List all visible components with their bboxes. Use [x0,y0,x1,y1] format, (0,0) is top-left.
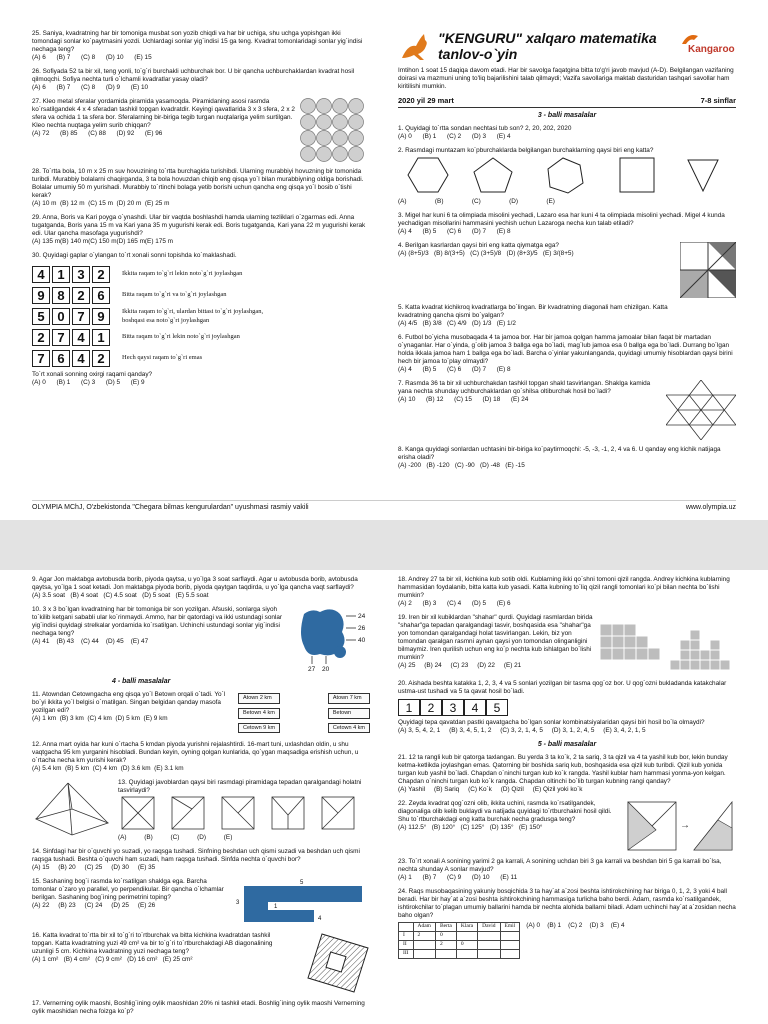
question-text: 29. Anna, Boris va Kari poyga o`ynashdi. Ular bir vaqtda boshlashdi hamda ularning tezliklari o`zgarmas edi. Anna tugatganda, Boris yana 15 m va Kari yana 35 m yugurishi kerak edi. Boris tugatganda, Kari yana 22 m yugurishi kerak edi. Ular qancha masofaga yugurishdi? [32,214,366,237]
question-18 [398,576,736,608]
table-header-cell: Berta [435,922,456,931]
right-column [398,576,736,965]
table-header-cell: Klara [456,922,477,931]
question-text: 15. Sashaning bog`i rasmda ko`rsatilgan shaklga ega. Barcha tomonlar o`zaro yo parallel, yo perpendikular. Bir qancha o`lchamlar berilgan. Sashaning bog`ining perimetrini toping? [32,878,224,902]
question-7 [398,380,736,440]
digit-box: 4 [32,266,50,283]
question-text: 4. Berilgan kasrlardan qaysi biri eng katta qiymatga ega? [398,242,559,250]
question-2 [398,147,736,206]
kangaroo-logo [674,30,736,57]
question-answers: (A) 4 (B) 5 (C) 6 (D) 7 (E) 8 [398,366,511,374]
question-text: 21. 12 ta rangli kub bir qatorga taxlangan. Bu yerda 3 ta ko`k, 2 ta sariq, 3 ta qizil va 4 ta yashil kub bor, lekin bunday ketma-ketlikda joylashgan emas. Qatorning bir boshida sariq kub, boshqasida esa qizil kub turibdi. Qizil kub yonida turgan kub yashil bo`ladi. Chapdan o`ninchi turgan kub ko`k rangda. Yashil kublar ham hammasi yonma-yon kelgan. Chapdan o`ninchi turgan kub ko`k rangda. Chapdan oltinchi bo`lib turgan kubning rangi qanday? [398,753,728,785]
digit-clue-row [32,329,368,346]
question-21 [398,754,736,794]
question-text: 8. Kanga quyidagi sonlardan uchtasini bir-biriga ko`paytirmoqchi: -5, -3, -1, 2, 4 va 6. U qanday eng kichik natijaga erisha oladi? [398,446,721,462]
digit-clue-row [32,308,368,325]
question-30-final [32,371,368,387]
arrow-label: 26 [358,625,366,632]
question-5 [398,304,736,328]
table-cell [413,940,435,949]
question-answers: (A) 3, 5, 4, 2, 1 (B) 3, 4, 5, 1, 2 (C) 3, 2, 1, 4, 5 (D) 3, 1, 2, 4, 5 (E) 3, 4, 2, 1, 5 [398,727,646,734]
question-text: 2. Rasmdagi muntazam ko`pburchaklarda belgilangan burchaklarning qaysi biri eng katta? [398,147,654,155]
arrow-label: 27 [308,666,316,672]
sphere-grid-figure [300,98,364,162]
digit-clue-row [32,350,368,367]
digit-box: 1 [92,329,110,346]
question-answers: (A) (B) (C) (D) (E) [118,834,233,842]
question-answers: (A) 0 (B) 1 (C) 2 (D) 3 (E) 4 [526,921,625,929]
question-text: 18. Andrey 27 ta bir xil, kichkina kub sotib oldi. Kublarning ikki qo`shni tomoni qizil rangda. Andrey kichkina kublarning hammasidan foydalanib, bitta katta kub yasadi. Katta kubning to`liq qizil rangli tomonlari ko`pi bilan nechta bo`lishi mumkin? [398,576,730,599]
section-title: 3 - balli masalalar [537,112,597,120]
question-text: 7. Rasmda 36 ta bir xil uchburchakdan tashkil topgan shakl tasvirlangan. Shaklga kamida yana nechta shunday uchburchaklardan qo`shilsa oltiburchak hosil bo`ladi? [398,380,651,396]
footer-org: OLYMPIA MChJ, O'zbekistonda "Chegara bilmas kengurulardan" uyushmasi rasmiy vakili [32,504,309,511]
dimension-label: 3 [236,900,240,907]
question-text: 5. Katta kvadrat kichikroq kvadratlarga bo`lingan. Bir kvadratning diagonali ham chizilgan. Katta kvadratning qancha qismi bo`yalgan? [398,304,668,320]
digit-clue-text: Bitta raqam to`g`ri va to`g`ri joylashgan [122,291,227,299]
road-sign: Atown 2 km [238,693,280,704]
digit-box: 8 [52,287,70,304]
arrow-label: 40 [358,637,366,644]
city-views-figure [598,614,736,674]
strip-cell: 1 [398,699,420,716]
digit-clue-text: Ikkita raqam to`g`ri lekin noto`g`ri joylashgan [122,270,243,278]
road-signs [238,691,370,736]
question-30 [32,252,368,260]
digit-box: 7 [32,350,50,367]
digit-box: 2 [32,329,50,346]
question-answers: (A) 1 km (B) 3 km (C) 4 km (D) 5 km (E) 9 km [32,714,168,722]
question-answers: (A) 10 (B) 12 (C) 15 (D) 18 (E) 24 [398,396,529,404]
question-text: 23. To`rt xonali A sonining yarimi 2 ga karrali, A sonining uchdan biri 3 ga karrali va beshdan biri 5 ga karrali bo`lsa, nechta shunday A sonlar mavjud? [398,857,722,873]
question-text: 28. To`rtta bola, 10 m x 25 m suv hovuzining to`rtta burchagida turishibdi. Ularning murabbiyi hovuzning bir tomonida turibdi. Murabbiy bolalarni chaqirganda, 3 ta bola hovuzdan chiqib eng qisqa yo`l bilan murabbiyning oldiga borishadi. Bolalar umumiy 50 m yurishadi. Murabbiy to`rtinchi bolaga yetib borishi uchun qancha eng qisqa yo`l bosib o`tishi kerak? [32,168,364,199]
digit-box: 4 [72,329,90,346]
table-cell [500,940,520,949]
digit-clue-text: Hech qaysi raqam to`g`ri emas [122,354,203,362]
question-24 [398,888,736,959]
score-table [398,922,520,959]
question-27 [32,98,368,162]
digit-clue-row [32,287,368,304]
triangle-shape [688,160,718,191]
question-26 [32,68,368,92]
road-sign: Cetown 4 km [328,723,370,734]
contest-title: "KENGURU" xalqaro matematika tanlov-o`yin [438,30,657,63]
question-text: 3. Migel har kuni 6 ta olimpiada misolini yechadi, Lazaro esa har kuni 4 ta olimpiada misolini yechadi. Migel 4 kunda yechadigan misollarini hammasini yechish uchun Lazaroga necha kun talab etiladi? [398,212,725,228]
digit-box: 9 [92,308,110,325]
question-14 [32,848,370,872]
strip-cell: 4 [464,699,486,716]
footer-url: www.olympia.uz [685,504,736,511]
table-cell: 0 [456,940,477,949]
header [398,30,736,64]
page-2 [0,570,768,1024]
question-answers: (A) 6 (B) 7 (C) 8 (D) 10 (E) 15 [32,54,152,61]
question-19 [398,614,736,674]
strip-cell: 3 [442,699,464,716]
table-cell: 0 [435,931,456,940]
question-text: 17. Vernerning oylik maoshi, Boshlig`ining oylik maoshidan 20% ni tashkil etadi. Boshlig`ining oylik maoshi Vernerning oylik maoshidan necha foizga ko`p? [32,1000,365,1016]
tilted-square-figure [300,932,370,994]
question-8 [398,446,736,470]
question-22 [398,800,736,852]
garden-figure [234,878,370,926]
digit-clue-text: Ikkita raqam to`g`ri, ulardan bittasi to`g`ri joylashgan, boshqasi esa noto`g`ri joylashgan [122,308,264,324]
table-cell [456,931,477,940]
question-answers: (A) 4 (B) 5 (C) 6 (D) 7 (E) 8 [398,228,511,236]
road-sign: Atown 7 km [328,693,370,704]
table-cell: III [399,949,414,958]
strip-cell: 5 [486,699,508,716]
road-sign: Cetown 9 km [238,723,280,734]
table-cell [456,949,477,958]
question-answers: (A) 5.4 km (B) 5 km (C) 4 km (D) 3.6 km (E) 3.1 km [32,765,184,773]
table-cell: 2 [435,940,456,949]
number-strip [398,699,736,716]
question-text: To`rt xonali sonning oxirgi raqami qanday? [32,371,153,378]
question-answers: (A) 15 (B) 20 (C) 25 (D) 30 (E) 35 [32,864,156,872]
digit-box: 4 [72,350,90,367]
question-15 [32,878,370,926]
sign-post-right [328,691,370,736]
question-answers: (A) -200 (B) -120 (C) -90 (D) -48 (E) -15 [398,462,525,470]
digit-clue-row [32,266,368,283]
dimension-label: 4 [318,916,322,923]
square-shape [620,158,654,192]
table-cell [478,931,500,940]
table-row [399,949,520,958]
question-13 [32,779,370,842]
grade-label: 7-8 sinflar [700,96,736,105]
arrow-icon: → [680,819,690,831]
question-17 [32,1000,370,1016]
question-answers: (A) 25 (B) 24 (C) 23 (D) 22 (E) 21 [398,662,522,669]
question-answers: (A) 135 m(B) 140 m(C) 150 m(D) 165 m(E) 175 m [32,238,173,245]
question-16 [32,932,370,994]
question-answers: (A) 112.5° (B) 120° (C) 125° (D) 135° (E) 150° [398,823,543,831]
table-header-cell: Adam [413,922,435,931]
question-answers: (A) (8+5)/3 (B) 8/(3+5) (C) (3+5)/8 (D) (8+3)/5 (E) 3/(8+5) [398,250,574,258]
question-answers: (A) 0 (B) 1 (C) 3 (D) 5 (E) 9 [32,379,145,386]
shaded-square-figure [680,242,736,298]
question-1 [398,125,736,141]
polygons-figure [398,155,736,195]
arrow-label: 20 [322,666,330,672]
digit-box: 3 [72,266,90,283]
question-9 [32,576,370,600]
question-text: 10. 3 x 3 bo`lgan kvadratning har bir tomoniga bir son yozilgan. Afsuski, sonlarga siyoh to`kilib ketgani sababli ular ko`rinmaydi. Ammo, har bir qatordagi va ikki ustundagi sonlar yig`indisi quyidagi strelkalar yordamida ko`rsatilgan. Uchinchi ustundagi sonlar yig`indisi nechaga teng? [32,606,283,637]
table-row [399,940,520,949]
table-cell [500,949,520,958]
digit-box: 6 [52,350,70,367]
question-text: 9. Agar Jon maktabga avtobusda borib, piyoda qaytsa, u yo`lga 3 soat sarflaydi. Agar u avtobusda borib, avtobusda qaytsa, yo`lga 1 soat ketadi. Jon maktabga piyoda borib, piyoda qaytgan taqdirda, u yo`lga qancha vaqt sarflaydi? [32,576,358,591]
question-answers: (A) (B) (C) (D) (E) [398,198,555,206]
digit-box: 7 [72,308,90,325]
left-column [32,30,368,393]
question-answers: (A) 6 (B) 7 (C) 8 (D) 9 (E) 10 [32,84,149,91]
kangaroo-icon [398,30,432,64]
question-text: 12. Anna mart oyida har kuni o`rtacha 5 kmdan piyoda yurishni rejalashtirdi. 16-mart tuni, uxlashdan oldin, u shu vaqtgacha 95 km yurganini hisobladi. Bundan keyin, oyning qolgan kunlarida, qo`ygan maqsadiga erishish uchun, u o`rtacha necha km yurishi kerak? [32,741,359,765]
pyramid-options-figure [118,795,368,831]
table-cell [500,931,520,940]
sign-post-left [238,691,280,736]
intro-text: Imtihon 1 soat 15 daqiqa davom etadi. Har bir savolga faqatgina bitta to'g'ri javob mavjud (A-D). Belgilangan vazifaning doirasi va mazmuni uning to'liq bajarilishini talab qilmaydi; Vazifa savollariga maktab dasturidan tashqari savollar ham kiritilishi mumkin. [398,67,734,90]
score-row [398,922,736,959]
question-answers: (A) 4/5 (B) 3/8 (C) 4/9 (D) 1/3 (E) 1/2 [398,320,516,328]
strip-cell: 2 [420,699,442,716]
question-answers: (A) 2 (B) 3 (C) 4 (D) 5 (E) 6 [398,600,511,607]
question-answers: (A) 1 (B) 7 (C) 9 (D) 10 (E) 11 [398,873,518,881]
arrow-label: 24 [358,613,366,620]
logo-text: Kangaroo [688,44,735,54]
question-text: 20. Aishada beshta katakka 1, 2, 3, 4 va 5 sonlari yozilgan bir tasma qog`oz bor. U qog`ozni bukladanda katakchalar ustma-ust tushadi va 5 ta qavat hosil bo`ladi. [398,680,727,695]
question-3 [398,212,736,236]
question-28 [32,168,368,208]
question-answers: (A) Yashil (B) Sariq (C) Ko`k (D) Qizil (E) Qizil yoki ko`k [398,785,583,793]
section-title: 4 - balli masalalar [112,678,171,685]
question-answers: (A) 0 (B) 1 (C) 2 (D) 3 (E) 4 [398,133,511,141]
question-answers: (A) 22 (B) 23 (C) 24 (D) 25 (E) 26 [32,902,156,910]
table-cell: I [399,931,414,940]
right-column [398,30,736,476]
question-11 [32,691,370,736]
question-29 [32,214,368,246]
kangaroo-logo-icon [676,30,736,54]
hexagon-shape [408,158,448,192]
question-12 [32,741,370,773]
digit-box: 2 [72,287,90,304]
digit-box: 5 [32,308,50,325]
question-25 [32,30,368,62]
page-separator [0,520,768,570]
folded-paper-figure [626,800,736,852]
pyramid-figure [32,779,112,839]
digit-box: 9 [32,287,50,304]
question-answers: (A) 10 m (B) 12 m (C) 15 m (D) 20 m (E) 25 m [32,200,170,207]
question-answers: (A) 41 (B) 43 (C) 44 (D) 45 (E) 47 [32,638,149,645]
question-text: 14. Sinfdagi har bir o`quvchi yo suzadi, yo raqsga tushadi. Sinfning beshdan uch qismi suzadi va beshdan uch qismi raqsga tushadi. Beshta o`quvchi ham suzadi, ham raqsga tushadi. Sinfda nechta o`quvchi bor? [32,848,360,864]
question-answers: (A) 3.5 soat (B) 4 soat (C) 4.5 soat (D) 5 soat (E) 5.5 soat [32,592,209,599]
table-cell [435,949,456,958]
table-cell: II [399,940,414,949]
question-20 [398,680,736,735]
digit-box: 1 [52,266,70,283]
page-footer [32,500,736,513]
table-cell [478,949,500,958]
dimension-label: 1 [274,904,278,911]
question-text: 22. Zeyda kvadrat qog`ozni olib, ikkita uchini, rasmda ko`rsatilgandek, diagonaliga olib kelib buklaydi va natijada quyidagi to`rtburchakni hosil qildi. Shu to`rtburchakdagi eng katta burchak necha gradusga teng? [398,799,612,823]
question-text: 25. Saniya, kvadratning har bir tomoniga musbat son yozib chiqdi va har bir uchiga, shu uchga yopishgan ikki tomondagi sonlar ko`paytmasini yozdi. Uchlardagi sonlar yig`indisi 15 ga teng. Kvadrat tomonlaridagi sonlar yig`indisi nechaga teng? [32,30,363,53]
question-text: 19. Iren bir xil kubiklardan "shahar" qurdi. Quyidagi rasmlardan birida "shahar"ga tepadan qaralgandagi tasvir, boshqasida esa "shahar"ga yon tomondan qaralgandagi holat tasvirlangan. Lekin, biz yon tomondan qaralgan rasmni aynan qaysi yon tomondan olinganligini bilmaymiz. Iren qurilish uchun eng ko`p nechta kub ishlatgan bo`lishi mumkin? [398,614,593,661]
contest-date: 2020 yil 29 mart [398,96,454,105]
table-cell [478,940,500,949]
road-sign: Betown [328,708,370,719]
section-title: 5 - balli masalalar [537,741,597,748]
digit-clue-text: Bitta raqam to`g`ri lekin noto`g`ri joylashgan [122,333,240,341]
question-text: 27. Kleo metal sferalar yordamida piramida yasamoqda. Piramidaning asosi rasmda ko`rsatilgandek 4 x 4 sferadan tashkil topgan kvadratdir. Keyingi qavatlarida 3 x 3 sfera, 2 x 2 sfera va ochida 1 ta sfera bor. Sferalarning bir-biriga tegib turgan nuqtalariga yelim surtilgan. Kleo nechta nuqtaga yelim surib chiqqan? [32,98,295,129]
question-text: 30. Quyidagi gaplar o`ylangan to`rt xonali sonni topishda ko`maklashadi. [32,252,237,259]
question-text: 24. Raqs musobaqasining yakuniy bosqichida 3 ta hay`at a`zosi beshta ishtirokchining har biriga 0, 1, 2, 3 yoki 4 ball beradi. Har bir hay`at a`zosi beshta ishtirokchining hammasiga turlicha baho berdi. Adam, rasmda ko`rsatilgandek, ishtirokchilar to`plagan umumiy ballarini hamda bir nechta alohida ballarni biladi. Adam uchinchi hay`at a`zosidan necha baho olgan? [398,887,736,919]
question-answers: (A) 72 (B) 85 (C) 88 (D) 92 (E) 96 [32,130,163,137]
table-cell: 2 [413,931,435,940]
question-23 [398,858,736,882]
question-10 [32,606,370,672]
question-6 [398,334,736,374]
table-header-cell: David [478,922,500,931]
question-4 [398,242,736,298]
digit-box: 7 [52,329,70,346]
table-cell [413,949,435,958]
digit-clues [32,266,368,367]
left-column [32,576,370,1022]
dimension-label: 5 [300,880,304,887]
question-text: 11. Atowndan Cetowngacha eng qisqa yo`l Betown orqali o`tadi. Yo`l bo`yi ikkita yo`l belgisi o`rnatilgan. Singan belgidan qanday masofa yozilgan edi? [32,690,226,714]
table-header-cell [399,922,414,931]
question-text: 13. Quyidagi javoblardan qaysi biri rasmdagi piramidaga tepadan qaralgandagi holatni tasvirlaydi? [118,779,362,795]
question-text: 6. Futbol bo`yicha musobaqada 4 ta jamoa bor. Har bir jamoa qolgan hamma jamoalar bilan faqat bir martadan o`ynaganlar. Har o`yinda, g`olib jamoa 3 ballga ega bo`ladi, mag`lub jamoa esa 0 ballga ega bo`ladi. Durrang bo`lgan holda ikkala jamoa ham 1 ballga ega bo`ladi. Barcha o`yinlar yakunlanganda, quyidagi umumiy hisoblardan qaysi birini hech bir jamoa to`play olmaydi? [398,334,733,366]
road-sign: Betown 4 km [238,708,280,719]
heptagon-shape [548,158,583,193]
question-text: Quyidagi tepa qavatdan pastki qavatgacha bo`lgan sonlar kombinatsiyalaridan qaysi biri hosil bo`la olmaydi? [398,719,705,726]
table-header-cell: Emil [500,922,520,931]
triangle-star-figure [666,380,736,440]
digit-box: 2 [92,350,110,367]
table-row [399,931,520,940]
pentagon-shape [474,158,512,192]
ink-grid-figure [298,606,370,672]
digit-box: 6 [92,287,110,304]
digit-box: 2 [92,266,110,283]
question-text: 26. Sofiyada 52 ta bir xil, teng yonli, to`g`ri burchakli uchburchak bor. U bir qancha uchburchaklardan kvadrat hosil qilmoqchi. Sofiya nechta turli o`lchamli kvadratlar yasay oladi? [32,68,355,83]
question-answers: (A) 1 cm² (B) 4 cm² (C) 9 cm² (D) 16 cm² (E) 25 cm² [32,956,193,964]
digit-box: 0 [52,308,70,325]
question-text: 16. Katta kvadrat to`rtta bir xil to`g`ri to`rtburchak va bitta kichkina kvadratdan tashkil topgan. Katta kvadratning yuzi 49 cm² va bir to`g`ri to`rtburchakdagi AB diagonalining uzunligi 5 cm. Kichkina kvadratning yuzi nechaga teng? [32,932,273,956]
question-text: 1. Quyidagi to`rtta sondan nechtasi tub son? 2, 20, 202, 2020 [398,125,572,133]
date-grade-row [398,96,736,108]
